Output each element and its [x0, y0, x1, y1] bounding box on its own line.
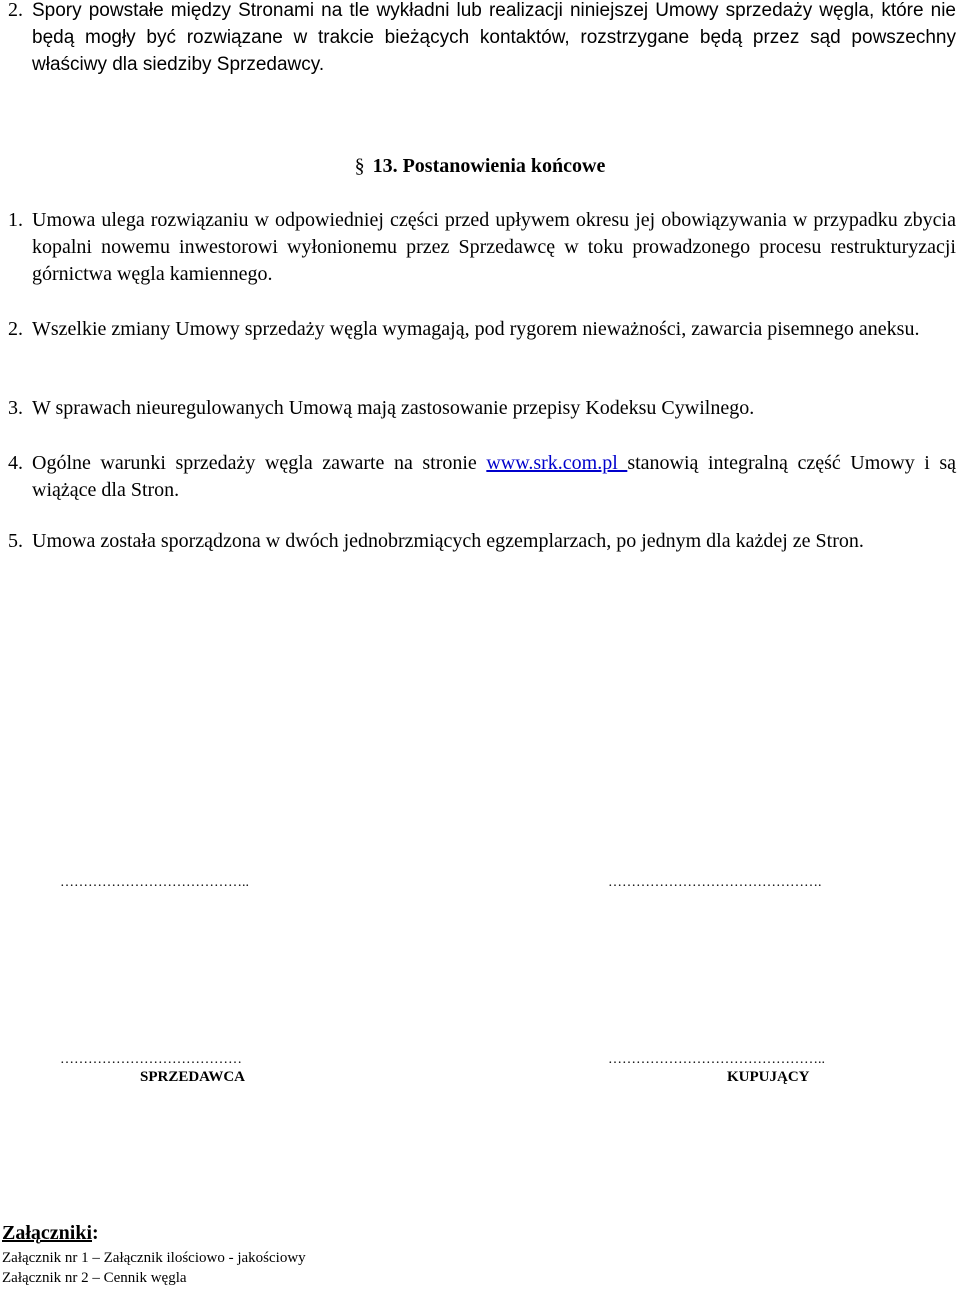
item-text-after: stanowią integralną część Umowy i są wiążące dla Stron. [32, 452, 956, 501]
list-item [4, 207, 956, 288]
item-text-before: Ogólne warunki sprzedaży węgla zawarte na stronie [32, 452, 487, 474]
paragraph-text: Spory powstałe między Stronami na tle wykładni lub realizacji niniejszej Umowy sprzedaży węgla, które nie będą mogły być rozwiązane w trakcie bieżących kontaktów, rozstrzygane będą przez sąd powszechny właściwy dla siedziby Sprzedawcy. [32, 0, 956, 75]
list-item [4, 450, 956, 504]
item-text: Umowa ulega rozwiązaniu w odpowiedniej części przed upływem okresu jej obowiązywania w przypadku zbycia kopalni nowemu inwestorowi wyłonionemu przez Sprzedawcę w toku prowadzonego procesu restrukturyzacji górnictwa węgla kamiennego. [32, 209, 956, 285]
item-number: 1. [8, 209, 23, 231]
seller-label: SPRZEDAWCA [140, 1069, 246, 1085]
attachment-item: Załącznik nr 2 – Cennik węgla [2, 1270, 187, 1286]
list-item [4, 316, 956, 343]
item-text: Wszelkie zmiany Umowy sprzedaży węgla wymagają, pod rygorem nieważności, zawarcia pisemnego aneksu. [32, 318, 920, 340]
section-title: 13. Postanowienia końcowe [372, 155, 606, 177]
signature-line-left-2: ………………………………… [60, 1052, 242, 1067]
list-item [4, 395, 956, 422]
disputes-paragraph [4, 0, 956, 78]
item-number: 3. [8, 397, 23, 419]
attachments-title-colon: : [92, 1222, 99, 1244]
attachment-item: Załącznik nr 1 – Załącznik ilościowo - jakościowy [2, 1250, 306, 1266]
item-text [4, 450, 956, 504]
item-text: W sprawach nieuregulowanych Umową mają zastosowanie przepisy Kodeksu Cywilnego. [32, 397, 755, 419]
signature-line-right: ………………………………………. [608, 875, 822, 890]
section-symbol: § [354, 155, 365, 177]
section-heading [0, 155, 960, 178]
signature-line-right-2: ……………………………………….. [608, 1052, 825, 1067]
item-number: 5. [8, 530, 23, 552]
item-number: 4. [8, 452, 23, 474]
list-item [4, 528, 956, 555]
attachments-title [2, 1222, 99, 1245]
paragraph-number: 2. [8, 0, 23, 21]
website-link[interactable]: www.srk.com.pl [486, 452, 628, 474]
buyer-label: KUPUJĄCY [727, 1069, 810, 1085]
signature-line-left: ………………………………….. [60, 875, 249, 890]
item-text: Umowa została sporządzona w dwóch jednobrzmiących egzemplarzach, po jednym dla każdej ze Stron. [32, 530, 864, 552]
item-number: 2. [8, 318, 23, 340]
attachments-title-text: Załączniki [2, 1222, 93, 1244]
